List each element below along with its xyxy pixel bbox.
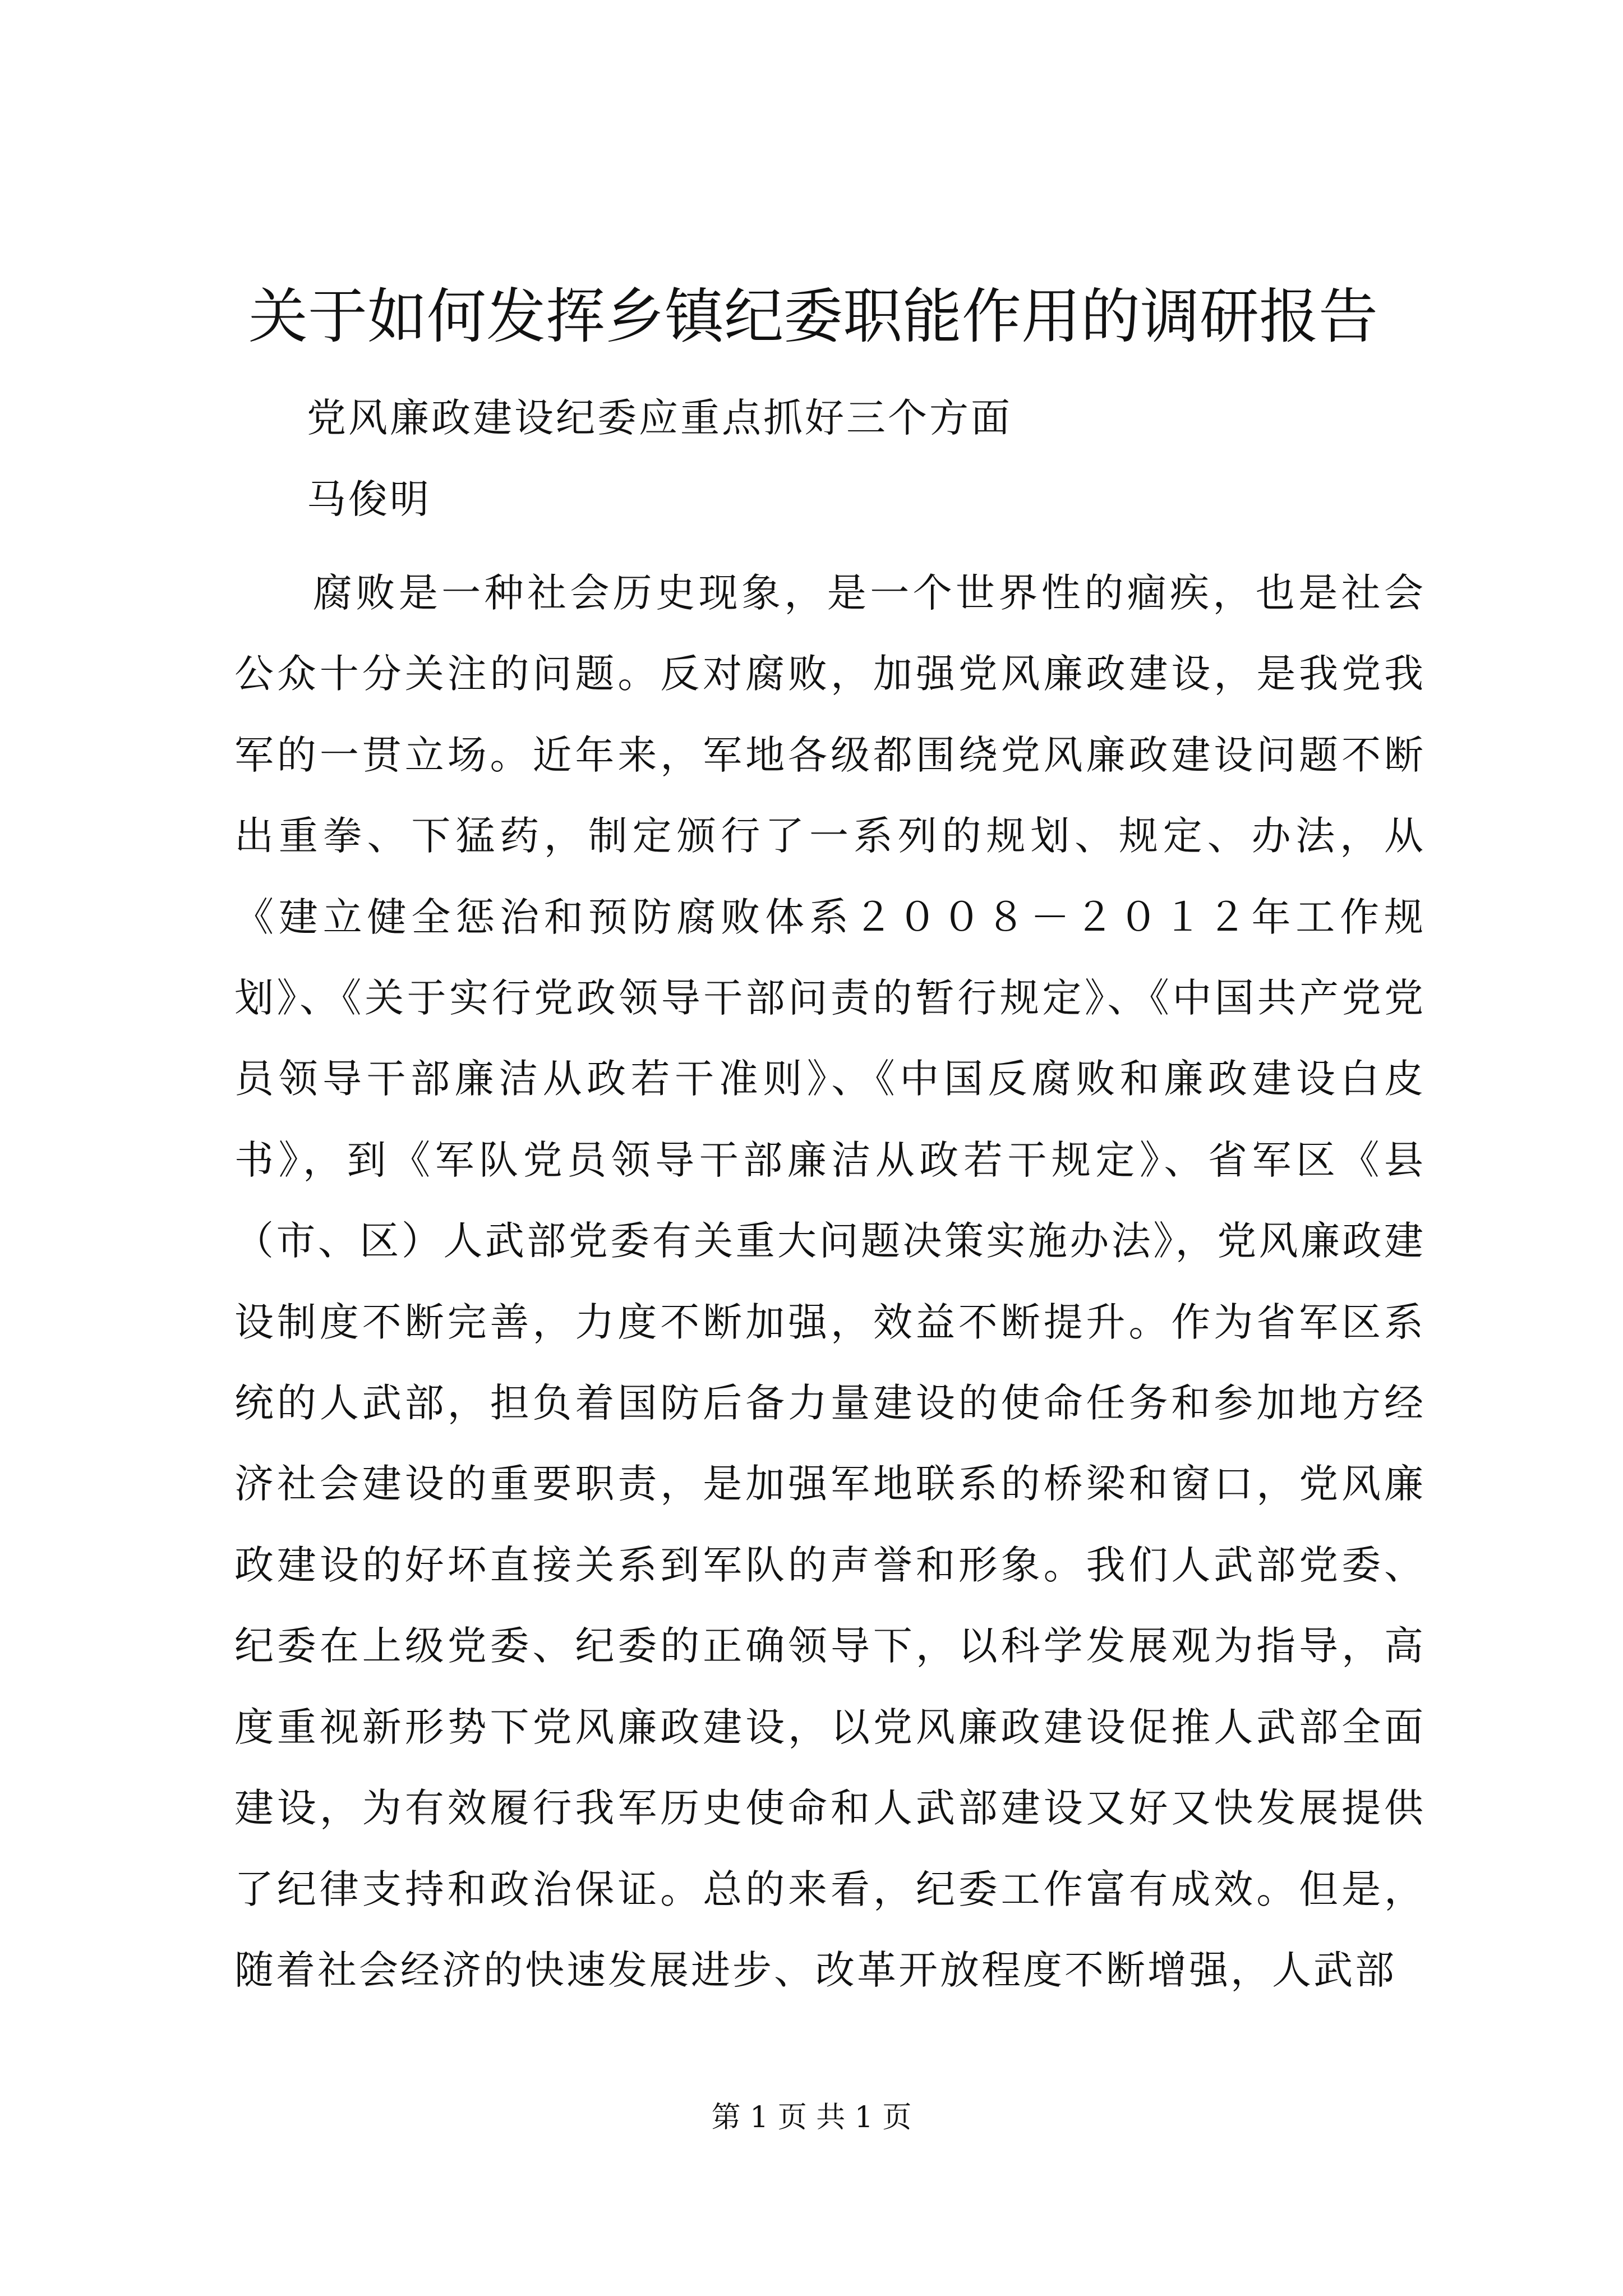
page-number-footer: 第 1 页 共 1 页 [711,2101,912,2134]
document-subtitle: 党风廉政建设纪委应重点抓好三个方面 [307,395,1012,441]
document-title: 关于如何发挥乡镇纪委职能作用的调研报告 [248,282,1378,351]
document-author: 马俊明 [307,476,431,522]
document-body-paragraph: 腐败是一种社会历史现象，是一个世界性的痼疾，也是社会公众十分关注的问题。反对腐败，加强党风廉政建设，是我党我军的一贯立场。近年来，军地各级都围绕党风廉政建设问题不断出重拳、下猛药，制定颁行了一系列的规划、规定、办法，从《建立健全惩治和预防腐败体系２００８－２０１２年工作规划》、《关于实行党政领导干部问责的暂行规定》、《中国共产党党员领导干部廉洁从政若干准则》、《中国反腐败和廉政建设白皮书》，到《军队党员领导干部廉洁从政若干规定》、省军区《县（市、区）人武部党委有关重大问题决策实施办法》，党风廉政建设制度不断完善，力度不断加强，效益不断提升。作为省军区系统的人武部，担负着国防后备力量建设的使命任务和参加地方经济社会建设的重要职责，是加强军地联系的桥梁和窗口，党风廉政建设的好坏直接关系到军队的声誉和形象。我们人武部党委、纪委在上级党委、纪委的正确领导下，以科学发展观为指导，高度重视新形势下党风廉政建设，以党风廉政建设促推人武部全面建设，为有效履行我军历史使命和人武部建设又好又快发展提供了纪律支持和政治保证。总的来看，纪委工作富有成效。但是，随着社会经济的快速发展进步、改革开放程度不断增强，人武部 [234,570,1426,1993]
